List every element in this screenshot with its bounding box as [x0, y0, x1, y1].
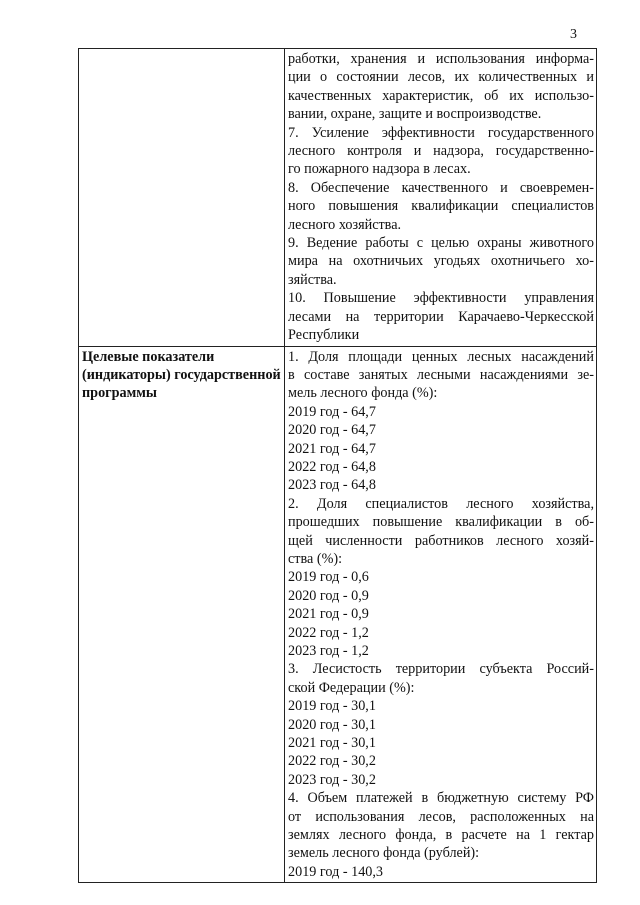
text-line: 7. Усиление эффективности государственного [288, 124, 594, 141]
text-line: лесного контроля и надзора, государственно- [288, 143, 594, 160]
text-line: 4. Объем платежей в бюджетную систему РФ [288, 790, 594, 807]
text-line: 2. Доля специалистов лесного хозяйства, [288, 495, 594, 512]
text-line: 2022 год - 30,2 [288, 753, 376, 770]
text-line: лесами на территории Карачаево-Черкесской [288, 308, 594, 325]
text-line: 9. Ведение работы с целью охраны животного [288, 235, 594, 252]
text-line: в составе занятых лесными насаждениями зе- [288, 366, 594, 383]
text-line: 3. Лесистость территории субъекта Россий- [288, 661, 594, 678]
program-passport-table [78, 48, 597, 883]
page-number: 3 [570, 27, 577, 42]
text-line: работки, хранения и использования информа- [288, 51, 594, 67]
text-line: 2022 год - 64,8 [288, 458, 376, 475]
text-line: ской Федерации (%): [288, 679, 415, 696]
text-line: 2019 год - 0,6 [288, 569, 369, 586]
text-line: 2021 год - 0,9 [288, 606, 369, 623]
row-content [285, 49, 597, 347]
text-line: качественных характеристик, об их использо- [288, 87, 594, 104]
text-line: мира на охотничьих угодьях охотничьего хо- [288, 253, 594, 270]
text-line: 2021 год - 64,7 [288, 440, 376, 457]
text-line: 2019 год - 140,3 [288, 863, 384, 880]
text-line: вании, охране, защите и воспроизводстве. [288, 106, 542, 123]
row-label [79, 49, 285, 347]
text-line: 2022 год - 1,2 [288, 624, 369, 641]
text-line: прошедших повышение квалификации в об- [288, 514, 594, 531]
text-line: земель лесного фонда (рублей): [288, 845, 480, 862]
text-line: 2019 год - 30,1 [288, 698, 376, 715]
text-line: 8. Обеспечение качественного и своевремен- [288, 179, 594, 196]
text-line: мель лесного фонда (%): [288, 385, 438, 402]
text-line: ства (%): [288, 550, 343, 567]
text-line: щей численности работников лесного хозяй- [288, 532, 594, 549]
text-line: 2023 год - 64,8 [288, 477, 376, 494]
text-line: 2020 год - 0,9 [288, 587, 369, 604]
text-line: 2021 год - 30,1 [288, 735, 376, 752]
text-line: ции о состоянии лесов, их количественных и [288, 69, 594, 86]
text-line: 2020 год - 30,1 [288, 716, 376, 733]
text-line: зяйства. [288, 271, 337, 288]
text-line: 2023 год - 1,2 [288, 643, 369, 659]
text-line: от использования лесов, расположенных на [288, 808, 594, 825]
text-line: 2023 год - 30,2 [288, 771, 376, 788]
text-line: 2019 год - 64,7 [288, 403, 376, 420]
text-line: го пожарного надзора в лесах. [288, 161, 471, 178]
text-line: 2020 год - 64,7 [288, 422, 376, 439]
text-line: 10. Повышение эффективности управления [288, 290, 594, 307]
row-label-target-indicators: Целевые показатели (индикаторы) государственной программы [79, 346, 285, 883]
text-line: Республики [288, 327, 360, 344]
row-content [285, 346, 597, 883]
table-row [79, 346, 597, 883]
table-row [79, 49, 597, 347]
text-line: землях лесного фонда, в расчете на 1 гектар [288, 827, 594, 844]
text-line: 1. Доля площади ценных лесных насаждений [288, 348, 594, 365]
text-line: лесного хозяйства. [288, 216, 402, 233]
text-line: ного повышения квалификации специалистов [288, 198, 594, 215]
